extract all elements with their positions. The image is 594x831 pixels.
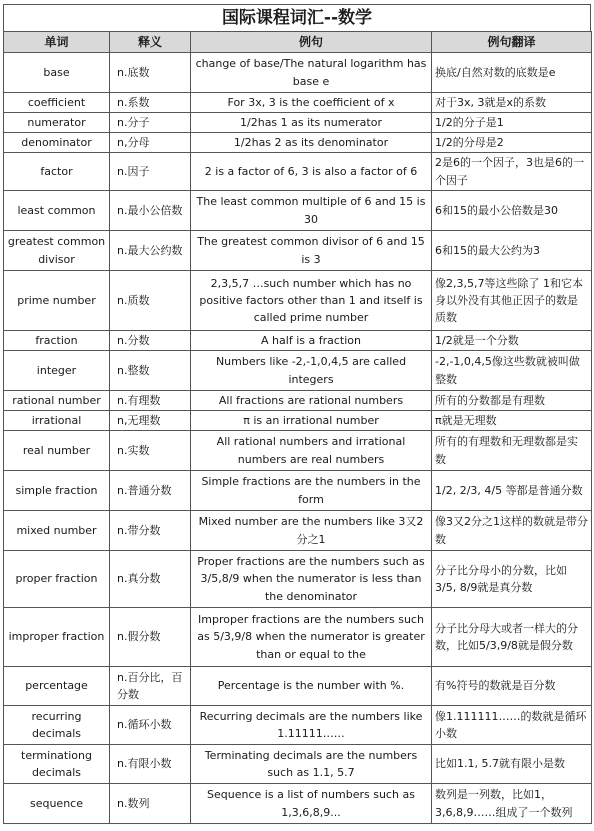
table-row [4, 431, 592, 471]
table-row [4, 331, 592, 351]
example-cell: The least common multiple of 6 and 15 is 30 [191, 191, 432, 231]
term-cell: base [4, 53, 110, 93]
example-cell: A half is a fraction [191, 331, 432, 351]
table-row [4, 411, 592, 431]
translation-cell: 2是6的一个因子，3也是6的一个因子 [432, 153, 592, 191]
example-cell: 2,3,5,7 …such number which has no positive factors other than 1 and itself is called prime number [191, 271, 432, 331]
meaning-cell: n.普通分数 [110, 471, 191, 511]
example-cell: The greatest common divisor of 6 and 15 is 3 [191, 231, 432, 271]
table-row [4, 745, 592, 784]
translation-cell: 有%符号的数就是百分数 [432, 667, 592, 706]
table-header-row [4, 32, 592, 53]
meaning-cell: n.真分数 [110, 551, 191, 608]
example-cell: Numbers like -2,-1,0,4,5 are called integers [191, 351, 432, 391]
term-cell: least common [4, 191, 110, 231]
term-cell: numerator [4, 113, 110, 133]
column-header-translation: 例句翻译 [432, 32, 592, 53]
meaning-cell: n.有理数 [110, 391, 191, 411]
table-row [4, 391, 592, 411]
table-row [4, 53, 592, 93]
translation-cell: 所有的分数都是有理数 [432, 391, 592, 411]
translation-cell: 6和15的最大公约为3 [432, 231, 592, 271]
example-cell: All rational numbers and irrational numbers are real numbers [191, 431, 432, 471]
term-cell: real number [4, 431, 110, 471]
table-row [4, 608, 592, 667]
term-cell: factor [4, 153, 110, 191]
example-cell: For 3x, 3 is the coefficient of x [191, 93, 432, 113]
meaning-cell: n.最小公倍数 [110, 191, 191, 231]
term-cell: fraction [4, 331, 110, 351]
table-row [4, 511, 592, 551]
translation-cell: 分子比分母小的分数，比如3/5, 8/9就是真分数 [432, 551, 592, 608]
meaning-cell: n,分母 [110, 133, 191, 153]
table-row [4, 471, 592, 511]
translation-cell: 1/2就是一个分数 [432, 331, 592, 351]
term-cell: mixed number [4, 511, 110, 551]
example-cell: Terminating decimals are the numbers such as 1.1, 5.7 [191, 745, 432, 784]
translation-cell: 换底/自然对数的底数是e [432, 53, 592, 93]
meaning-cell: n.底数 [110, 53, 191, 93]
term-cell: percentage [4, 667, 110, 706]
vocabulary-sheet [3, 4, 591, 824]
table-row [4, 667, 592, 706]
column-header-word: 单词 [4, 32, 110, 53]
term-cell: rational number [4, 391, 110, 411]
example-cell: All fractions are rational numbers [191, 391, 432, 411]
term-cell: irrational [4, 411, 110, 431]
term-cell: proper fraction [4, 551, 110, 608]
translation-cell: 比如1.1, 5.7就有限小是数 [432, 745, 592, 784]
translation-cell: 像1.111111……的数就是循环小数 [432, 706, 592, 745]
table-row [4, 133, 592, 153]
translation-cell: 对于3x, 3就是x的系数 [432, 93, 592, 113]
example-cell: Improper fractions are the numbers such as 5/3,9/8 when the numerator is greater than or equal to the [191, 608, 432, 667]
table-row [4, 706, 592, 745]
translation-cell: 所有的有理数和无理数都是实数 [432, 431, 592, 471]
term-cell: denominator [4, 133, 110, 153]
meaning-cell: n.系数 [110, 93, 191, 113]
example-cell: Percentage is the number with %. [191, 667, 432, 706]
term-cell: recurring decimals [4, 706, 110, 745]
example-cell: change of base/The natural logarithm has base e [191, 53, 432, 93]
page-title: 国际课程词汇--数学 [3, 4, 591, 31]
example-cell: Recurring decimals are the numbers like 1.11111…… [191, 706, 432, 745]
table-row [4, 113, 592, 133]
term-cell: improper fraction [4, 608, 110, 667]
term-cell: prime number [4, 271, 110, 331]
meaning-cell: n,无理数 [110, 411, 191, 431]
term-cell: simple fraction [4, 471, 110, 511]
table-row [4, 191, 592, 231]
translation-cell: 1/2的分子是1 [432, 113, 592, 133]
translation-cell: 像3又2分之1这样的数就是带分数 [432, 511, 592, 551]
term-cell: greatest common divisor [4, 231, 110, 271]
meaning-cell: n.有限小数 [110, 745, 191, 784]
example-cell: Sequence is a list of numbers such as 1,3,6,8,9... [191, 784, 432, 824]
meaning-cell: n.百分比，百分数 [110, 667, 191, 706]
translation-cell: -2,-1,0,4,5像这些数就被叫做整数 [432, 351, 592, 391]
translation-cell: 数列是一列数，比如1，3,6,8,9……组成了一个数列 [432, 784, 592, 824]
meaning-cell: n.带分数 [110, 511, 191, 551]
translation-cell: 像2,3,5,7等这些除了 1和它本身以外没有其他正因子的数是质数 [432, 271, 592, 331]
meaning-cell: n.实数 [110, 431, 191, 471]
table-row [4, 153, 592, 191]
meaning-cell: n.假分数 [110, 608, 191, 667]
table-row [4, 271, 592, 331]
meaning-cell: n.分数 [110, 331, 191, 351]
term-cell: coefficient [4, 93, 110, 113]
example-cell: 2 is a factor of 6, 3 is also a factor of 6 [191, 153, 432, 191]
translation-cell: 分子比分母大或者一样大的分数，比如5/3,9/8就是假分数 [432, 608, 592, 667]
table-row [4, 93, 592, 113]
column-header-example: 例句 [191, 32, 432, 53]
table-row [4, 784, 592, 824]
translation-cell: 1/2的分母是2 [432, 133, 592, 153]
meaning-cell: n.循环小数 [110, 706, 191, 745]
meaning-cell: n.整数 [110, 351, 191, 391]
table-row [4, 351, 592, 391]
example-cell: Proper fractions are the numbers such as 3/5,8/9 when the numerator is less than the denominator [191, 551, 432, 608]
example-cell: π is an irrational number [191, 411, 432, 431]
table-row [4, 231, 592, 271]
translation-cell: π就是无理数 [432, 411, 592, 431]
meaning-cell: n.最大公约数 [110, 231, 191, 271]
meaning-cell: n.分子 [110, 113, 191, 133]
meaning-cell: n.因子 [110, 153, 191, 191]
vocabulary-table [3, 31, 592, 824]
column-header-meaning: 释义 [110, 32, 191, 53]
translation-cell: 6和15的最小公倍数是30 [432, 191, 592, 231]
example-cell: Simple fractions are the numbers in the form [191, 471, 432, 511]
example-cell: 1/2has 2 as its denominator [191, 133, 432, 153]
term-cell: integer [4, 351, 110, 391]
term-cell: sequence [4, 784, 110, 824]
term-cell: terminationg decimals [4, 745, 110, 784]
meaning-cell: n.质数 [110, 271, 191, 331]
table-row [4, 551, 592, 608]
example-cell: 1/2has 1 as its numerator [191, 113, 432, 133]
example-cell: Mixed number are the numbers like 3又2分之1 [191, 511, 432, 551]
meaning-cell: n.数列 [110, 784, 191, 824]
translation-cell: 1/2, 2/3, 4/5 等都是普通分数 [432, 471, 592, 511]
